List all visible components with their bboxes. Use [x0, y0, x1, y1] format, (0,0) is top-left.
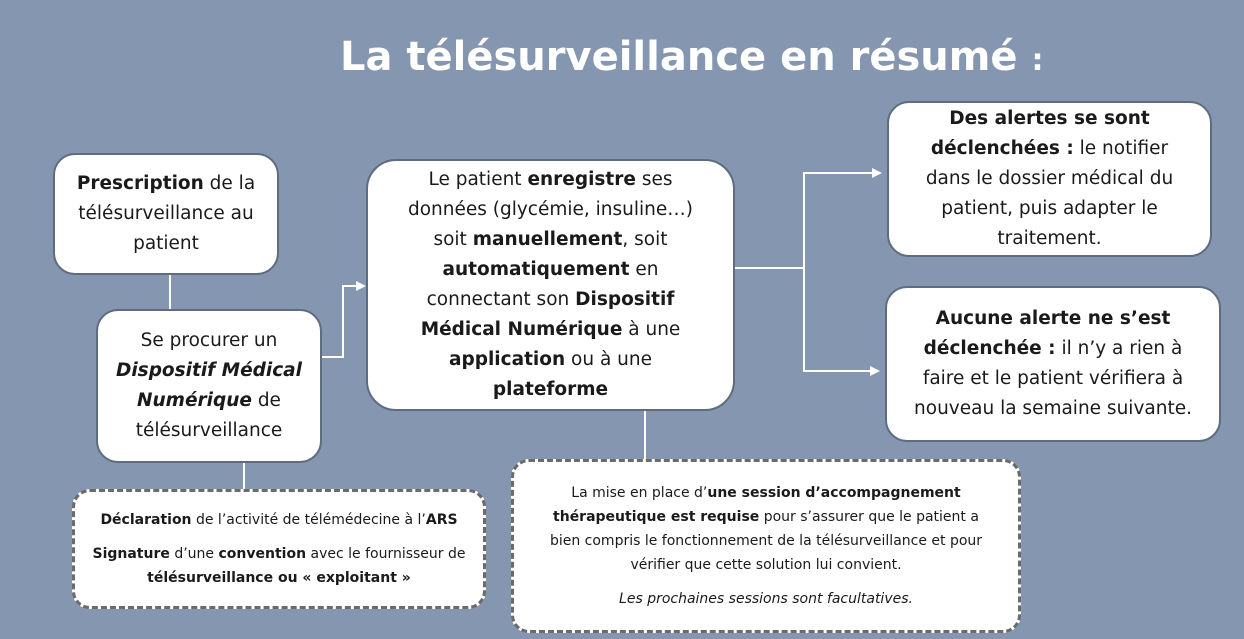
- procurer-box: [96, 309, 322, 463]
- session-note: Les prochaines sessions sont facultatives.: [619, 591, 913, 607]
- prescription-box: [53, 153, 279, 275]
- session-box: [511, 459, 1021, 633]
- declaration-box: [72, 489, 486, 609]
- session-text: La mise en place d’une session d’accompagnement thérapeutique est requise pour s’assurer que le patient a bien compris le fonctionnement de la télésurveillance et pour vérifier que cette solution lui convient.: [549, 485, 983, 573]
- alertes-box: [887, 101, 1212, 257]
- patient-box: [366, 159, 735, 411]
- arrow-procurer-patient: [322, 286, 364, 357]
- signature-text: Signature d’une convention avec le fournisseur de télésurveillance ou « exploitant »: [92, 546, 466, 586]
- patient-text: Le patient enregistre ses données (glycémie, insuline…) soit manuellement, soit automatiquement en connectant son Dispositif Médical Numérique à une application ou à une plateforme: [407, 169, 694, 400]
- aucune-box: [885, 286, 1221, 442]
- title-text: La télésurveillance en résumé: [340, 34, 1018, 80]
- title-colon: :: [1031, 43, 1044, 78]
- prescription-text: Prescription de la télésurveillance au patient: [76, 173, 256, 254]
- declaration-text: Déclaration de l’activité de télémédecine à l’ARS: [100, 512, 458, 528]
- aucune-text: Aucune alerte ne s’est déclenchée : il n’y a rien à faire et le patient vérifiera à nouveau la semaine suivante.: [914, 308, 1192, 419]
- arrow-patient-aucune: [734, 268, 878, 371]
- alertes-text: Des alertes se sont déclenchées : le notifier dans le dossier médical du patient, puis adapter le traitement.: [925, 108, 1174, 249]
- arrow-patient-alertes: [734, 173, 880, 268]
- procurer-text: Se procurer un Dispositif Médical Numérique de télésurveillance: [115, 330, 303, 441]
